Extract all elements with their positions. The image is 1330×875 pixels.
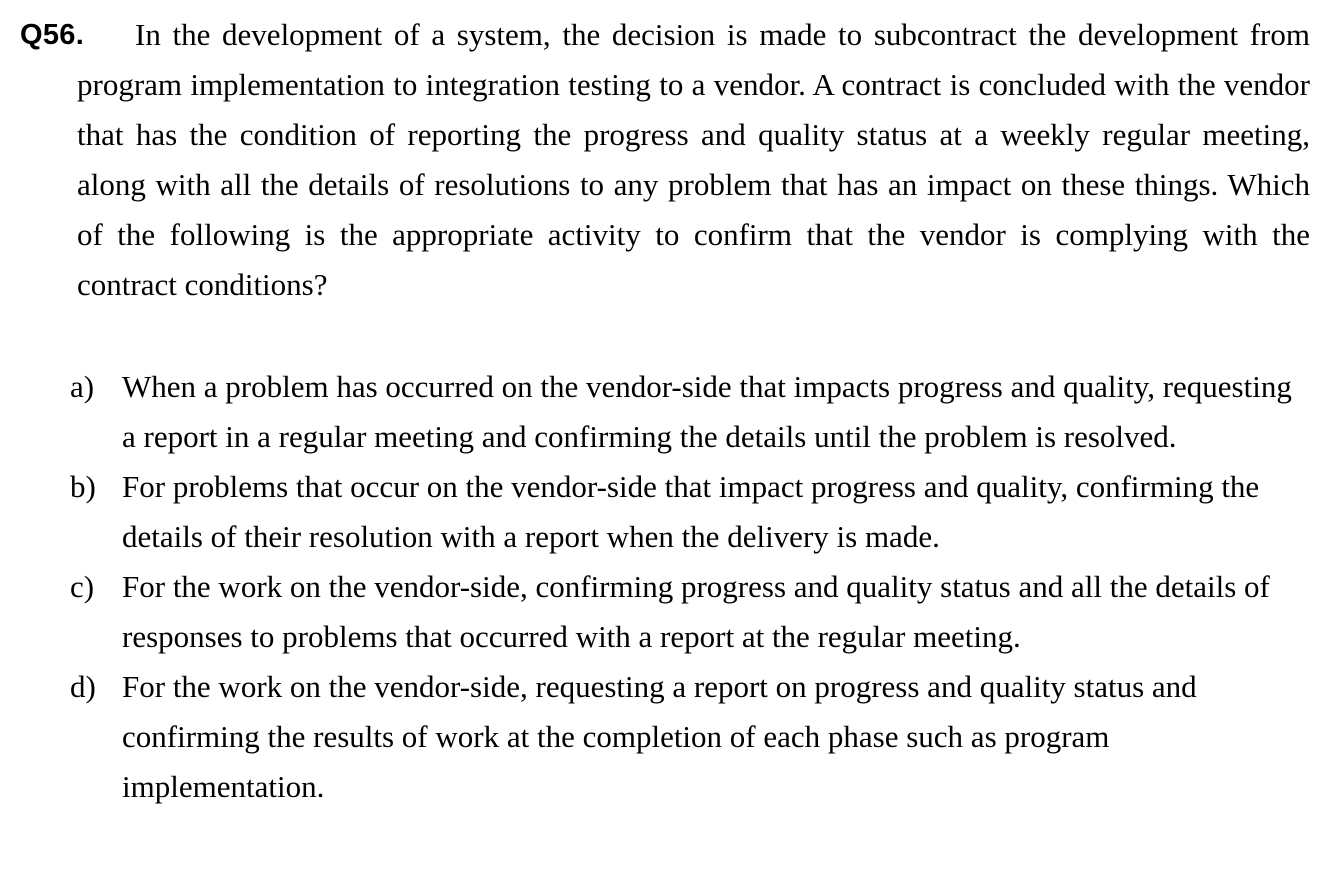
question-number: Q56. [20,19,85,51]
answer-options [0,362,1330,812]
question-stem: In the development of a system, the decision is made to subcontract the development from program implementation to integration testing to a vendor. A contract is concluded with the vendor that has the condition of reporting the progress and quality status at a weekly regular meeting, along with all the details of resolutions to any problem that has an impact on these things. Which of the following is the appropriate activity to confirm that the vendor is complying with the contract conditions? [77,17,1310,302]
option-b [0,462,1330,562]
option-c-letter: c) [70,569,95,604]
option-c [0,562,1330,662]
option-b-text: For problems that occur on the vendor-side that impact progress and quality, confirming the details of their resolution with a report when the delivery is made. [122,469,1260,554]
option-b-letter: b) [70,469,96,504]
option-c-text: For the work on the vendor-side, confirming progress and quality status and all the details of responses to problems that occurred with a report at the regular meeting. [122,569,1270,654]
option-d [0,662,1330,812]
option-d-letter: d) [70,669,96,704]
option-a-letter: a) [70,369,95,404]
option-a-text: When a problem has occurred on the vendor-side that impacts progress and quality, requesting a report in a regular meeting and confirming the details until the problem is resolved. [122,369,1292,454]
option-d-text: For the work on the vendor-side, requesting a report on progress and quality status and confirming the results of work at the completion of each phase such as program implementation. [122,669,1197,804]
option-a [0,362,1330,462]
